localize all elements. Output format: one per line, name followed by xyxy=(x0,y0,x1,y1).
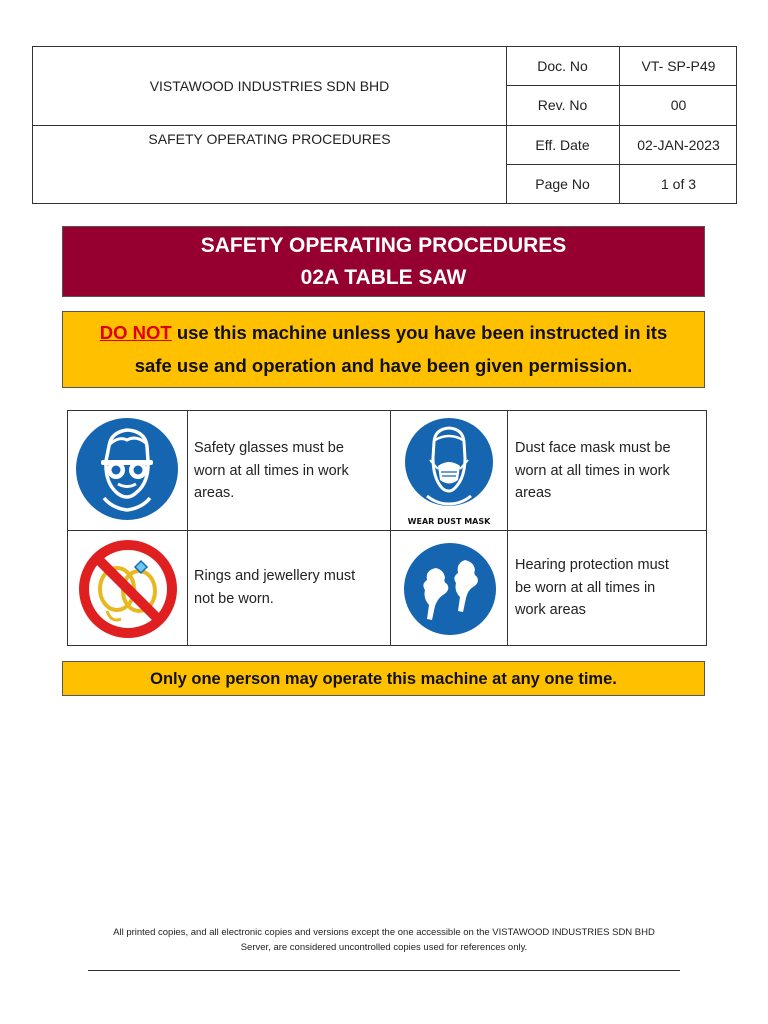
do-not-text: DO NOT xyxy=(99,322,172,343)
hearing-protection-text: Hearing protection must be worn at all times in work areas xyxy=(515,557,669,618)
safety-glasses-icon xyxy=(74,416,180,522)
rev-no-value: 00 xyxy=(670,97,687,113)
ppe-requirements-table xyxy=(67,410,707,646)
rev-no-label: Rev. No xyxy=(537,97,588,113)
warning-line1 xyxy=(63,316,704,349)
dust-mask-icon xyxy=(401,416,498,528)
ear-plugs-icon xyxy=(401,540,499,638)
warning-line2: safe use and operation and have been given permission. xyxy=(134,355,633,376)
procedure-title-line2: 02A TABLE SAW xyxy=(300,266,467,289)
no-jewellery-icon xyxy=(77,537,179,641)
footer-divider xyxy=(88,970,680,971)
dust-mask-text: Dust face mask must be worn at all times in work areas xyxy=(515,440,671,501)
doc-no-label: Doc. No xyxy=(537,58,588,74)
document-title: SAFETY OPERATING PROCEDURES xyxy=(148,131,391,147)
one-person-banner: Only one person may operate this machine at any one time. xyxy=(62,661,705,696)
page-no-value: 1 of 3 xyxy=(660,176,697,192)
procedure-title-line1: SAFETY OPERATING PROCEDURES xyxy=(200,234,567,257)
no-jewellery-text: Rings and jewellery must not be worn. xyxy=(194,568,356,607)
warning-line1-rest: use this machine unless you have been instructed in its xyxy=(176,322,668,343)
footer-disclaimer: All printed copies, and all electronic copies and versions except the one accessible on the VISTAWOOD INDUSTRIES SDN BHD Server, are considered uncontrolled copies used for references only. xyxy=(113,927,655,953)
wear-dust-mask-caption: WEAR DUST MASK xyxy=(407,517,491,526)
eff-date-label: Eff. Date xyxy=(535,136,590,153)
document-header-table xyxy=(32,46,737,204)
instruction-warning-box xyxy=(62,311,705,388)
eff-date-value: 02-JAN-2023 xyxy=(637,136,720,153)
safety-glasses-text: Safety glasses must be worn at all times in work areas. xyxy=(194,440,349,501)
doc-no-value: VT- SP-P49 xyxy=(641,58,716,74)
company-name: VISTAWOOD INDUSTRIES SDN BHD xyxy=(149,78,390,94)
procedure-title-banner xyxy=(62,226,705,297)
page-no-label: Page No xyxy=(535,176,590,192)
